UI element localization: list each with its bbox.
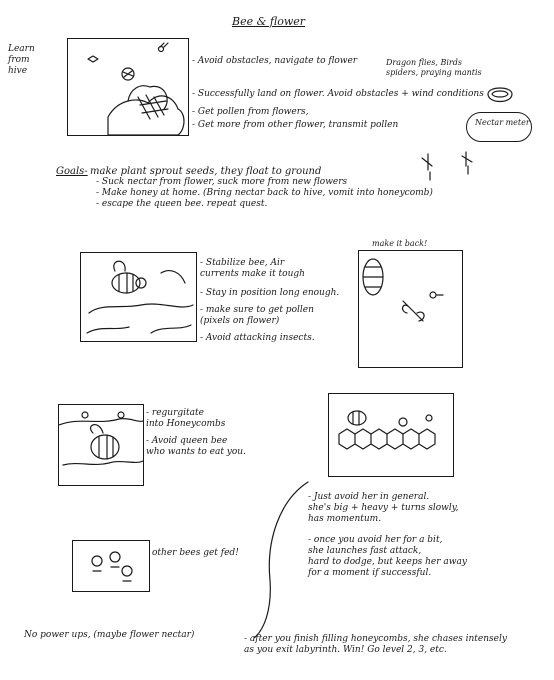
- make-it-back-note: make it back!: [372, 239, 428, 248]
- nectar-meter: [466, 112, 532, 142]
- sketch-panel-feed-bees: [72, 540, 150, 592]
- hive-dragonfly-drawing: [359, 251, 462, 367]
- page-title: Bee & flower: [232, 15, 306, 28]
- bees-fed-drawing: [73, 541, 149, 591]
- section2-notes: - Stabilize bee, Air currents make it tough - Stay in position long enough. - make sure to get pollen (pixels on flower) - Avoid attacking insects.: [200, 258, 340, 343]
- goals-label: Goals-: [56, 166, 88, 177]
- sketch-panel-return-to-hive: [358, 250, 463, 368]
- sketch-panel-honeycomb-maze: [328, 393, 454, 477]
- other-bees-fed-note: other bees get fed!: [152, 548, 239, 558]
- honeycomb-maze-drawing: [329, 394, 453, 476]
- section1-notes: - Avoid obstacles, navigate to flower - Successfully land on flower. Avoid obstacles + wind conditions - Get pollen from flowers, - Get more from other flower, transmit pollen: [192, 56, 484, 130]
- flower-sketch-drawing: [68, 39, 188, 135]
- goals-notes: make plant sprout seeds, they float to ground - Suck nectar from flower, suck more from new flowers - Make honey at home. (Bring nectar back to hive, vomit into honeycomb) - escape the queen bee. repeat quest.: [90, 166, 433, 209]
- chase-ending-notes: - after you finish filling honeycombs, she chases intensely as you exit labyrinth. Win! Go level 2, 3, etc.: [244, 634, 507, 655]
- nectar-meter-label: Nectar meter: [475, 118, 530, 127]
- predator-note: Dragon flies, Birds spiders, praying mantis: [386, 58, 482, 77]
- sketch-panel-flower-approach: [67, 38, 189, 136]
- queen-strategy-notes: - Just avoid her in general. she's big + heavy + turns slowly, has momentum. - once you avoid her for a bit, she launches fast attack, hard to dodge, but keeps her away for a moment if successful.: [308, 492, 467, 578]
- flower-icon: [482, 82, 518, 108]
- bee-on-flower-drawing: [81, 253, 196, 341]
- section3-notes: - regurgitate into Honeycombs - Avoid queen bee who wants to eat you.: [146, 408, 246, 457]
- side-note-learn-from-hive: Learn from hive: [8, 44, 35, 76]
- sketch-panel-stabilize-bee: [80, 252, 197, 342]
- power-ups-note: No power ups, (maybe flower nectar): [24, 630, 195, 640]
- sketch-panel-honeycomb-queen: [58, 404, 144, 486]
- queen-bee-drawing: [59, 405, 143, 485]
- seed-icon: [418, 150, 476, 184]
- section-divider-curve: [250, 480, 310, 640]
